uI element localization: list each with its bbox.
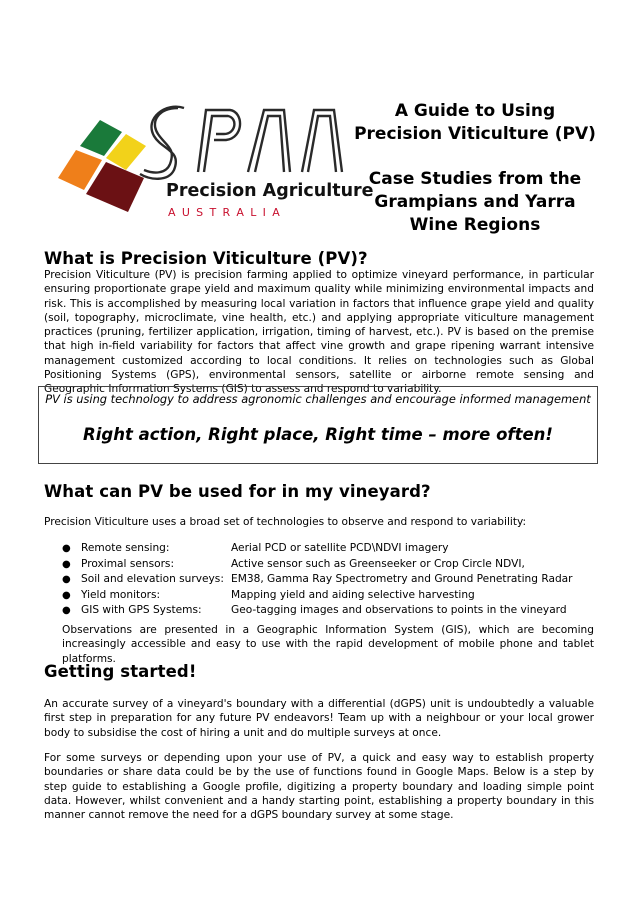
title-line-2: Precision Viticulture (PV) <box>354 124 596 144</box>
section-heading-getting-started: Getting started! <box>44 662 197 681</box>
list-item-desc: Active sensor such as Greenseeker or Crop Circle NDVI, <box>231 557 525 570</box>
section-paragraph-google-maps: For some surveys or depending upon your use of PV, a quick and easy way to establish property boundaries or share data could be by the use of functions found in Google Maps. Below is a step by step guide to establishing a Google profile, digitizing a property boundary and loading simple point data. However, whilst convenient and a handy starting point, establishing a property boundary in this manner cannot remove the need for a dGPS boundary survey at some stage. <box>44 752 594 822</box>
bullet-icon: ● <box>62 589 71 601</box>
quote-line-1: PV is using technology to address agronomic challenges and encourage informed management <box>45 392 591 406</box>
logo-letters <box>140 107 342 179</box>
section-note-gis: Observations are presented in a Geographic Information System (GIS), which are becoming increasingly accessible and easy to use with the rapid development of mobile phone and tablet platforms. <box>62 624 594 665</box>
section-intro-uses: Precision Viticulture uses a broad set of technologies to observe and respond to variability: <box>44 516 527 528</box>
quote-box <box>38 386 598 464</box>
document-title <box>350 100 600 237</box>
quote-line-2: Right action, Right place, Right time – more often! <box>83 425 553 444</box>
section-paragraph-what-is-pv: Precision Viticulture (PV) is precision farming applied to optimize vineyard performance, in particular ensuring proportionate grape yield and maximum quality while minimizing environmental impacts and risk. This is accomplished by measuring local variation in factors that influence grape yield and quality (soil, topography, microclimate, vine health, etc.) and applying appropriate viticulture management practices (pruning, fertilizer application, irrigation, timing of harvest, etc.). PV is based on the premise that high in-field variability for factors that affect vine growth and grape ripening warrant intensive management customized according to local conditions. It relies on technologies such as Global Positioning Systems (GPS), environmental sensors, satellite or airborne remote sensing and Geographic Information Systems (GIS) to assess and respond to variability. <box>44 269 594 396</box>
list-item-desc: Aerial PCD or satellite PCD\NDVI imagery <box>231 542 449 554</box>
spaa-logo <box>58 100 374 225</box>
title-line-1: A Guide to Using <box>394 101 556 121</box>
bullet-icon: ● <box>62 543 71 554</box>
list-item-term: Soil and elevation surveys: <box>81 573 224 586</box>
logo-line1: Precision Agriculture <box>166 181 374 201</box>
bullet-icon: ● <box>62 574 71 586</box>
list-item-term: Remote sensing: <box>81 542 170 554</box>
list-item-desc: Geo-tagging images and observations to points in the vineyard <box>231 604 567 617</box>
list-item-desc: EM38, Gamma Ray Spectrometry and Ground Penetrating Radar <box>231 573 573 586</box>
title-line-5: Wine Regions <box>409 215 541 235</box>
title-line-3: Case Studies from the <box>368 169 582 189</box>
list-item-term: Yield monitors: <box>81 588 161 601</box>
bullet-icon: ● <box>62 605 71 617</box>
logo-line2: A U S T R A L I A <box>168 206 282 219</box>
list-item-term: GIS with GPS Systems: <box>81 604 202 617</box>
list-item-term: Proximal sensors: <box>81 557 175 570</box>
section-heading-uses: What can PV be used for in my vineyard? <box>44 482 431 501</box>
title-line-4: Grampians and Yarra <box>374 192 576 212</box>
section-paragraph-survey: An accurate survey of a vineyard's boundary with a differential (dGPS) unit is undoubtedly a valuable first step in preparation for any future PV endeavors! Team up with a neighbour or your local grower body to subsidise the cost of hiring a unit and do multiple surveys at once. <box>44 698 594 739</box>
section-heading-what-is-pv: What is Precision Viticulture (PV)? <box>44 249 368 268</box>
list-item-desc: Mapping yield and aiding selective harvesting <box>231 588 475 601</box>
bullet-icon: ● <box>62 558 71 570</box>
